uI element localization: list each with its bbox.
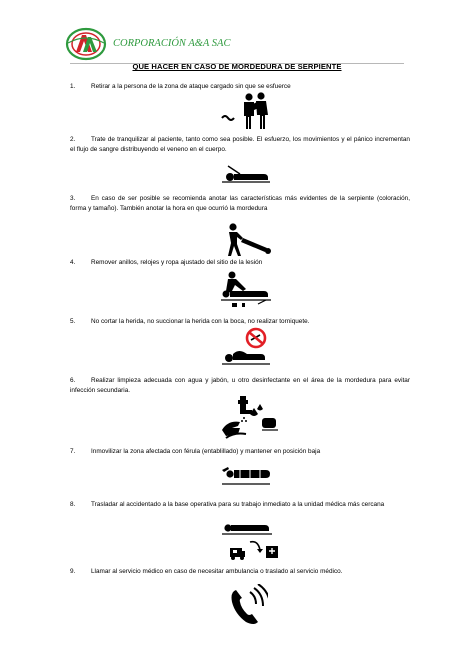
step-text: Inmovilizar la zona afectada con férula (entablillado) y mantener en posición baja bbox=[91, 448, 321, 455]
step-text: No cortar la herida, no succionar la herida con la boca, no realizar torniquete. bbox=[91, 318, 310, 325]
dragging-person-icon bbox=[222, 222, 272, 258]
step-6 bbox=[70, 376, 410, 395]
step-number: 1. bbox=[70, 83, 76, 90]
transport-icon bbox=[220, 520, 282, 562]
company-logo-icon bbox=[64, 27, 108, 61]
step-number: 7. bbox=[70, 448, 76, 455]
step-text: Trate de tranquilizar al paciente, tanto como sea posible. El esfuerzo, los movimientos y el pánico incrementan el flujo de sangre distribuyendo el veneno en el cuerpo. bbox=[70, 136, 410, 153]
phone-call-icon bbox=[228, 584, 268, 628]
first-aid-icon bbox=[218, 270, 274, 310]
company-name: CORPORACIÓN A&A SAC bbox=[113, 38, 231, 49]
step-number: 5. bbox=[70, 318, 76, 325]
step-3 bbox=[70, 194, 410, 213]
step-1 bbox=[70, 82, 410, 92]
no-cutting-icon bbox=[220, 326, 272, 368]
step-number: 4. bbox=[70, 259, 76, 266]
lying-person-icon bbox=[220, 160, 272, 186]
step-number: 3. bbox=[70, 195, 76, 202]
step-2 bbox=[70, 135, 410, 154]
step-7 bbox=[70, 447, 410, 457]
person-carrying-icon bbox=[218, 92, 272, 130]
step-text: Realizar limpieza adecuada con agua y jabón, u otro desinfectante en el área de la mordedura para evitar infección secundaria. bbox=[70, 377, 410, 394]
step-number: 8. bbox=[70, 501, 76, 508]
step-text: Trasladar al accidentado a la base operativa para su trabajo inmediato a la unidad médica más cercana bbox=[91, 501, 385, 508]
wash-hands-icon bbox=[218, 394, 282, 442]
step-text: Remover anillos, relojes y ropa ajustado del sitio de la lesión bbox=[91, 259, 263, 266]
step-number: 6. bbox=[70, 377, 76, 384]
step-text: Retirar a la persona de la zona de ataque cargado sin que se esfuerce bbox=[91, 83, 291, 90]
step-number: 2. bbox=[70, 136, 76, 143]
document-title: QUE HACER EN CASO DE MORDEDURA DE SERPIENTE bbox=[132, 62, 342, 71]
step-8 bbox=[70, 500, 410, 510]
step-number: 9. bbox=[70, 568, 76, 575]
step-4 bbox=[70, 258, 410, 268]
step-text: Llamar al servicio médico en caso de necesitar ambulancia o traslado al servicio médico. bbox=[91, 568, 343, 575]
splint-icon bbox=[220, 458, 272, 488]
step-text: En caso de ser posible se recomienda anotar las características más evidentes de la serpiente (coloración, forma y tamaño). También anotar la hora en que ocurrió la mordedura bbox=[70, 195, 410, 212]
step-9 bbox=[70, 567, 410, 577]
